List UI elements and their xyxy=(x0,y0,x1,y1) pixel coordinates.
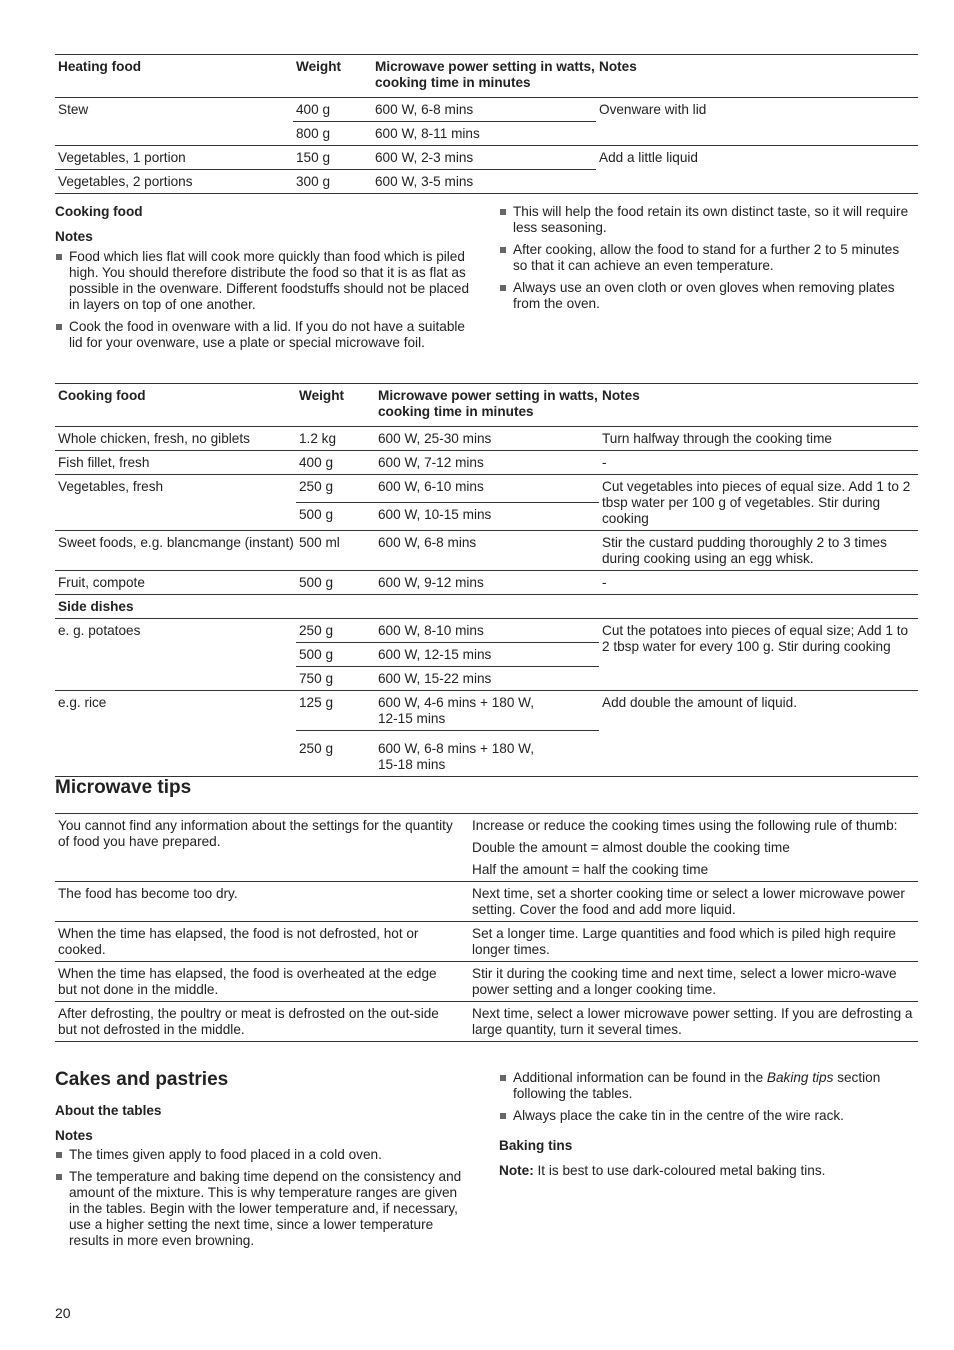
notes-cell: - xyxy=(602,575,607,590)
solution-cell: Next time, set a shorter cooking time or select a lower microwave power setting. Cover the food and add more liquid. xyxy=(472,886,905,917)
table-row xyxy=(55,427,918,451)
setting-cell: 600 W, 15-22 mins xyxy=(375,667,599,691)
solution-cell xyxy=(469,814,918,882)
side-dishes-heading: Side dishes xyxy=(58,599,134,614)
list-item: Always place the cake tin in the centre of the wire rack. xyxy=(499,1108,919,1124)
setting-cell: 600 W, 6-8 mins xyxy=(378,535,477,550)
table-row xyxy=(55,962,918,1002)
notes-cell: Add a little liquid xyxy=(599,150,698,165)
weight-cell: 500 g xyxy=(296,643,375,667)
weight-cell: 250 g xyxy=(299,479,334,494)
header-cooking-food: Cooking food xyxy=(58,388,146,403)
food-cell: Fruit, compote xyxy=(58,575,145,590)
setting-cell: 600 W, 8-11 mins xyxy=(372,122,596,146)
table-row xyxy=(55,98,918,122)
food-cell: Whole chicken, fresh, no giblets xyxy=(58,431,250,446)
weight-cell: 500 g xyxy=(299,575,334,590)
weight-cell: 500 ml xyxy=(299,535,340,550)
header-weight: Weight xyxy=(296,59,342,74)
setting-cell: 600 W, 6-10 mins xyxy=(378,479,484,494)
food-cell: e. g. potatoes xyxy=(58,623,141,638)
header-notes: Notes xyxy=(599,59,637,74)
weight-cell: 500 g xyxy=(296,503,375,531)
header-notes: Notes xyxy=(602,388,640,403)
problem-cell: You cannot find any information about the settings for the quantity of food you have prepared. xyxy=(58,818,453,849)
setting-cell: 600 W, 3-5 mins xyxy=(375,174,474,189)
solution-cell: Next time, select a lower microwave power setting. If you are defrosting a large quantity, turn it several times. xyxy=(472,1006,913,1037)
weight-cell: 800 g xyxy=(293,122,372,146)
microwave-tips-heading: Microwave tips xyxy=(55,777,192,798)
list-item: The times given apply to food placed in a cold oven. xyxy=(55,1147,470,1163)
problem-cell: After defrosting, the poultry or meat is defrosted on the out-side but not defrosted in the middle. xyxy=(58,1006,439,1037)
food-cell: Vegetables, 2 portions xyxy=(58,174,193,189)
weight-cell: 1.2 kg xyxy=(299,431,337,446)
notes-cell: Ovenware with lid xyxy=(599,102,707,117)
notes-heading: Notes xyxy=(55,229,93,244)
baking-tips-ref: Baking tips xyxy=(766,1070,834,1085)
table-row xyxy=(55,882,918,922)
food-cell: Fish fillet, fresh xyxy=(58,455,150,470)
list-item: The temperature and baking time depend on the consistency and amount of the mixture. This is why temperature ranges are given in the tables. Begin with the lower temperature and, if necessary, use a higher setting the next time, since a lower temperature results in more even browning. xyxy=(55,1169,470,1249)
problem-cell: When the time has elapsed, the food is not defrosted, hot or cooked. xyxy=(58,926,419,957)
weight-cell: 300 g xyxy=(296,174,331,189)
weight-cell: 750 g xyxy=(296,667,375,691)
food-cell: Vegetables, 1 portion xyxy=(58,150,186,165)
tips-table xyxy=(55,813,918,1042)
section-row xyxy=(55,595,918,619)
list-item: Cook the food in ovenware with a lid. If you do not have a suitable lid for your ovenware, use a plate or special microwave foil. xyxy=(55,319,470,351)
setting-cell: 600 W, 2-3 mins xyxy=(375,150,474,165)
setting-cell: 600 W, 7-12 mins xyxy=(378,455,484,470)
note-text: Additional information can be found in the xyxy=(513,1070,767,1085)
header-weight: Weight xyxy=(299,388,345,403)
food-cell: Stew xyxy=(58,102,89,117)
cooking-notes-left xyxy=(55,204,470,357)
table-row xyxy=(55,146,918,170)
setting-cell: 600 W, 6-8 mins xyxy=(375,102,474,117)
baking-tins-heading: Baking tins xyxy=(499,1138,573,1153)
heating-table xyxy=(55,54,918,194)
table-row xyxy=(55,619,918,643)
notes-cell: Cut vegetables into pieces of equal size. Add 1 to 2 tbsp water per 100 g of vegetables. Stir during cooking xyxy=(602,479,911,526)
table-row xyxy=(55,922,918,962)
food-cell: Vegetables, fresh xyxy=(58,479,164,494)
notes-cell: Turn halfway through the cooking time xyxy=(602,431,832,446)
setting-cell: 600 W, 10-15 mins xyxy=(375,503,599,531)
list-item: Food which lies flat will cook more quickly than food which is piled high. You should therefore distribute the food so that it is as flat as possible in the ovenware. Different foodstuffs should not be placed in layers on top of one another. xyxy=(55,249,470,313)
cooking-food-heading: Cooking food xyxy=(55,204,143,219)
cakes-left xyxy=(55,1069,470,1255)
notes-cell: - xyxy=(602,455,607,470)
list-item: After cooking, allow the food to stand for a further 2 to 5 minutes so that it can achieve an even temperature. xyxy=(499,242,909,274)
tins-note xyxy=(499,1163,919,1179)
weight-cell: 250 g xyxy=(299,741,334,756)
cooking-notes-right xyxy=(499,204,909,318)
food-cell: Sweet foods, e.g. blancmange (instant) xyxy=(58,535,294,550)
list-item: This will help the food retain its own distinct taste, so it will require less seasoning. xyxy=(499,204,909,236)
solution-cell: Stir it during the cooking time and next time, select a lower micro-wave power setting and a longer cooking time. xyxy=(472,966,897,997)
header-setting: Microwave power setting in watts, cooking time in minutes xyxy=(378,388,598,419)
table-row xyxy=(55,451,918,475)
table-row xyxy=(55,475,918,503)
problem-cell: The food has become too dry. xyxy=(58,886,238,901)
solution-line: Half the amount = half the cooking time xyxy=(472,862,709,877)
header-heating-food: Heating food xyxy=(58,59,142,74)
note-label: Note: xyxy=(499,1163,534,1178)
weight-cell: 400 g xyxy=(296,102,331,117)
notes-cell: Stir the custard pudding thoroughly 2 to 3 times during cooking using an egg whisk. xyxy=(602,535,887,566)
page-number: 20 xyxy=(55,1305,71,1321)
solution-cell: Set a longer time. Large quantities and food which is piled high require longer times. xyxy=(472,926,896,957)
problem-cell: When the time has elapsed, the food is overheated at the edge but not done in the middle. xyxy=(58,966,437,997)
notes-cell: Add double the amount of liquid. xyxy=(602,695,797,710)
table-row xyxy=(55,531,918,571)
food-cell: e.g. rice xyxy=(58,695,107,710)
notes-cell: Cut the potatoes into pieces of equal size; Add 1 to 2 tbsp water for every 100 g. Stir during cooking xyxy=(602,623,909,654)
list-item: Always use an oven cloth or oven gloves when removing plates from the oven. xyxy=(499,280,909,312)
about-tables-heading: About the tables xyxy=(55,1103,162,1118)
setting-cell: 600 W, 9-12 mins xyxy=(378,575,484,590)
setting-cell: 600 W, 25-30 mins xyxy=(378,431,492,446)
notes-heading: Notes xyxy=(55,1128,93,1143)
setting-cell: 600 W, 4-6 mins + 180 W, 12-15 mins xyxy=(378,695,535,726)
table-row xyxy=(55,1002,918,1042)
setting-cell: 600 W, 6-8 mins + 180 W, 15-18 mins xyxy=(378,741,535,772)
table-row xyxy=(55,571,918,595)
cakes-right xyxy=(499,1070,919,1179)
setting-cell: 600 W, 8-10 mins xyxy=(378,623,484,638)
note-text: section following the tables. xyxy=(513,1070,881,1101)
table-row xyxy=(55,814,918,882)
solution-line: Increase or reduce the cooking times using the following rule of thumb: xyxy=(472,818,898,833)
cakes-heading: Cakes and pastries xyxy=(55,1069,229,1090)
list-item xyxy=(499,1070,919,1102)
solution-line: Double the amount = almost double the cooking time xyxy=(472,840,790,855)
weight-cell: 150 g xyxy=(296,150,331,165)
microwave-tips-heading-wrap xyxy=(55,777,191,799)
cooking-table xyxy=(55,383,918,777)
weight-cell: 250 g xyxy=(299,623,334,638)
table-row xyxy=(55,691,918,731)
weight-cell: 400 g xyxy=(299,455,334,470)
note-text: It is best to use dark-coloured metal baking tins. xyxy=(533,1163,826,1178)
setting-cell: 600 W, 12-15 mins xyxy=(375,643,599,667)
weight-cell: 125 g xyxy=(299,695,334,710)
header-setting: Microwave power setting in watts, cooking time in minutes xyxy=(375,59,595,90)
